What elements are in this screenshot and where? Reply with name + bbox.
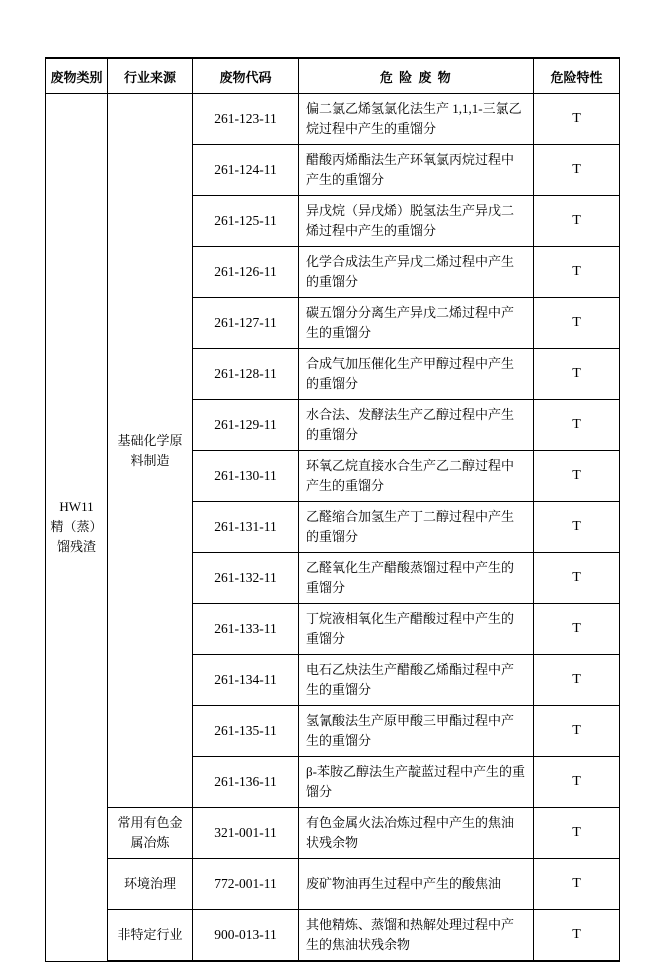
waste-description-cell: 偏二氯乙烯氢氯化法生产 1,1,1-三氯乙烷过程中产生的重馏分 — [299, 94, 534, 145]
waste-description-cell: β-苯胺乙醇法生产靛蓝过程中产生的重馏分 — [299, 757, 534, 808]
waste-code-cell: 261-135-11 — [193, 706, 299, 757]
hazard-property-cell: T — [534, 247, 620, 298]
waste-code-cell: 261-132-11 — [193, 553, 299, 604]
table-row — [46, 859, 620, 910]
hazard-property-cell: T — [534, 706, 620, 757]
waste-code-cell: 772-001-11 — [193, 859, 299, 910]
waste-description-cell: 碳五馏分分离生产异戊二烯过程中产生的重馏分 — [299, 298, 534, 349]
hazard-property-cell: T — [534, 553, 620, 604]
waste-code-cell: 261-123-11 — [193, 94, 299, 145]
hazard-property-cell: T — [534, 757, 620, 808]
header-industry-source: 行业来源 — [108, 58, 193, 94]
hazard-property-cell: T — [534, 502, 620, 553]
waste-code-cell: 261-133-11 — [193, 604, 299, 655]
waste-code-cell: 900-013-11 — [193, 910, 299, 962]
waste-code-cell: 261-130-11 — [193, 451, 299, 502]
waste-description-cell: 乙醛氧化生产醋酸蒸馏过程中产生的重馏分 — [299, 553, 534, 604]
hazard-property-cell: T — [534, 400, 620, 451]
waste-description-cell: 废矿物油再生过程中产生的酸焦油 — [299, 859, 534, 910]
industry-source-cell: 非特定行业 — [108, 910, 193, 962]
waste-description-cell: 醋酸丙烯酯法生产环氧氯丙烷过程中产生的重馏分 — [299, 145, 534, 196]
hazard-property-cell: T — [534, 604, 620, 655]
table-row — [46, 94, 620, 145]
waste-code-cell: 321-001-11 — [193, 808, 299, 859]
waste-category-code: HW11 — [59, 499, 94, 515]
waste-description-cell: 氢氰酸法生产原甲酸三甲酯过程中产生的重馏分 — [299, 706, 534, 757]
waste-description-cell: 乙醛缩合加氢生产丁二醇过程中产生的重馏分 — [299, 502, 534, 553]
waste-code-cell: 261-129-11 — [193, 400, 299, 451]
waste-category-cell — [46, 94, 108, 962]
waste-description-cell: 电石乙炔法生产醋酸乙烯酯过程中产生的重馏分 — [299, 655, 534, 706]
hazard-property-cell: T — [534, 910, 620, 962]
waste-code-cell: 261-128-11 — [193, 349, 299, 400]
waste-description-cell: 有色金属火法冶炼过程中产生的焦油状残余物 — [299, 808, 534, 859]
hazard-property-cell: T — [534, 451, 620, 502]
table-row — [46, 910, 620, 962]
waste-description-cell: 环氧乙烷直接水合生产乙二醇过程中产生的重馏分 — [299, 451, 534, 502]
header-waste-category: 废物类别 — [46, 58, 108, 94]
waste-code-cell: 261-125-11 — [193, 196, 299, 247]
hazard-property-cell: T — [534, 94, 620, 145]
industry-source-cell: 基础化学原料制造 — [108, 94, 193, 808]
hazard-property-cell: T — [534, 655, 620, 706]
waste-description-cell: 水合法、发酵法生产乙醇过程中产生的重馏分 — [299, 400, 534, 451]
header-row — [46, 58, 620, 94]
industry-source-cell: 常用有色金属冶炼 — [108, 808, 193, 859]
waste-description-cell: 丁烷液相氧化生产醋酸过程中产生的重馏分 — [299, 604, 534, 655]
header-waste-code: 废物代码 — [193, 58, 299, 94]
waste-code-cell: 261-127-11 — [193, 298, 299, 349]
waste-code-cell: 261-136-11 — [193, 757, 299, 808]
waste-category-name: 精（蒸）馏残渣 — [50, 519, 103, 555]
hazard-property-cell: T — [534, 349, 620, 400]
waste-code-cell: 261-134-11 — [193, 655, 299, 706]
hazard-property-cell: T — [534, 859, 620, 910]
waste-description-cell: 合成气加压催化生产甲醇过程中产生的重馏分 — [299, 349, 534, 400]
waste-code-cell: 261-124-11 — [193, 145, 299, 196]
waste-code-cell: 261-131-11 — [193, 502, 299, 553]
header-hazard-property: 危险特性 — [534, 58, 620, 94]
waste-description-cell: 异戊烷（异戊烯）脱氢法生产异戊二烯过程中产生的重馏分 — [299, 196, 534, 247]
hazard-property-cell: T — [534, 298, 620, 349]
industry-source-cell: 环境治理 — [108, 859, 193, 910]
hazard-property-cell: T — [534, 145, 620, 196]
header-hazardous-waste: 危 险 废 物 — [299, 58, 534, 94]
waste-code-cell: 261-126-11 — [193, 247, 299, 298]
left-border-continuation-mark — [45, 894, 46, 903]
hazardous-waste-table — [45, 57, 620, 962]
hazard-property-cell: T — [534, 808, 620, 859]
waste-description-cell: 其他精炼、蒸馏和热解处理过程中产生的焦油状残余物 — [299, 910, 534, 962]
table-row — [46, 808, 620, 859]
waste-description-cell: 化学合成法生产异戊二烯过程中产生的重馏分 — [299, 247, 534, 298]
hazard-property-cell: T — [534, 196, 620, 247]
